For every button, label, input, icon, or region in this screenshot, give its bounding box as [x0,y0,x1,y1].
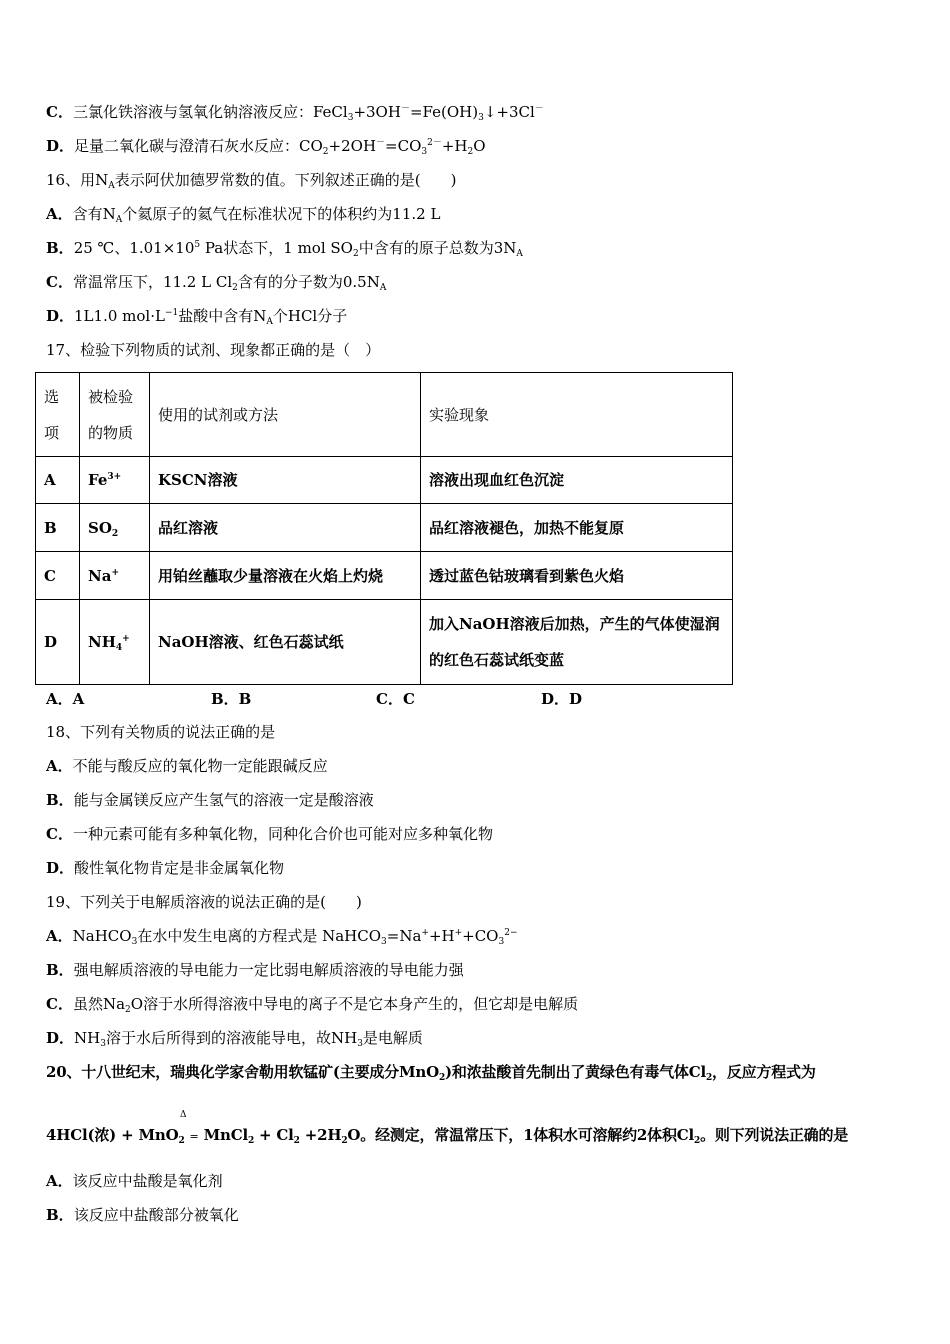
option-label: D． [46,307,75,325]
subscript: A [379,283,387,293]
header-text: 的物质 [88,423,134,442]
subscript: 3 [131,937,138,947]
heat-delta-symbol: Δ [180,1110,187,1120]
header-text: 项 [44,423,60,442]
superscript: － [376,138,386,148]
q18-stem: 18、下列有关物质的说法正确的是 [46,723,276,741]
option-label: A． [46,927,73,945]
row-option: C [36,552,80,600]
subscript: A [115,215,123,225]
option-text: 常温常压下，11.2 L Cl [72,273,233,291]
option-text: ↓+3Cl [483,103,535,121]
superscript: + [111,567,119,578]
subscript: 2 [232,283,238,293]
option-text: 在水中发生电离的方程式是 NaHCO [137,927,382,945]
equation-text: MnCl [203,1126,248,1144]
option-text: 三氯化铁溶液与氢氧化钠溶液反应：FeCl [72,103,348,121]
table-row [36,600,733,685]
header-text: 被检验 [88,387,134,406]
q18-option-b [46,790,374,810]
q20-equation [46,1125,848,1147]
q15-option-d [46,136,486,156]
option-text: O溶于水所得溶液中导电的离子不是它本身产生的，但它却是电解质 [130,995,579,1013]
stem-text: 20、十八世纪末，瑞典化学家舍勒用软锰矿(主要成分MnO [46,1063,439,1081]
q19-option-d [46,1028,423,1048]
option-text: 25 ℃、1.01×10 [73,239,195,257]
subscript: 2 [293,1136,300,1146]
q15-option-c [46,102,544,122]
stem-text: ，反应方程式为 [712,1063,816,1081]
option-text: 一种元素可能有多种氧化物，同种化合价也可能对应多种氧化物 [72,825,493,843]
subscript: A [266,317,273,327]
q17-option-a: A．A [46,690,85,708]
substance-text: Na [88,566,112,585]
q16-stem [46,170,456,190]
header-phenomenon: 实验现象 [421,373,733,457]
row-substance [80,552,150,600]
subscript: 2 [111,528,119,539]
table-row [36,457,733,504]
substance-text: SO [88,518,112,537]
option-text: 盐酸中含有N [178,307,267,325]
stem-text: )和浓盐酸首先制出了黄绿色有毒气体Cl [445,1063,706,1081]
option-label: D． [46,137,75,155]
row-reagent: NaOH溶液、红色石蕊试纸 [150,600,421,685]
option-text: 是电解质 [362,1029,423,1047]
option-text: 能与金属镁反应产生氢气的溶液一定是酸溶液 [73,791,374,809]
q20-option-b [46,1205,239,1225]
option-text: +3OH [353,103,401,121]
superscript: + [421,928,429,938]
subscript: 3 [100,1039,106,1049]
stem-text: 16、用N [46,171,109,189]
superscript: 5 [194,240,201,250]
subscript: 2 [341,1136,348,1146]
q17-table [35,372,733,685]
superscript: + [454,928,463,938]
q17-option-d: D．D [541,690,583,708]
row-result: 品红溶液褪色，加热不能复原 [421,504,733,552]
subscript: 3 [357,1039,363,1049]
option-label: C． [46,273,73,291]
row-substance [80,457,150,504]
substance-text: Fe [88,471,108,489]
option-text: 该反应中盐酸部分被氧化 [73,1206,239,1224]
option-label: C． [46,995,73,1013]
subscript: 2 [322,147,329,157]
option-text: NaHCO [72,927,132,945]
subscript: 2 [352,249,359,259]
option-text: 不能与酸反应的氧化物一定能跟碱反应 [72,757,328,775]
option-label: A． [46,1172,73,1190]
option-text: Pa状态下，1 mol SO [200,239,353,257]
option-text: 强电解质溶液的导电能力一定比弱电解质溶液的导电能力强 [73,961,464,979]
option-text: +H [441,137,468,155]
q19-stem: 19、下列关于电解质溶液的说法正确的是( ) [46,893,362,911]
q19-option-a [46,926,518,946]
subscript: 4 [115,643,123,653]
option-label: B． [46,1206,74,1224]
option-text: NH [74,1029,101,1047]
option-text: +CO [462,927,499,945]
q18-option-c [46,824,493,844]
equals-sign: = [189,1130,199,1143]
option-label: B． [46,239,74,257]
option-label: C． [46,825,73,843]
subscript: A [108,181,115,191]
row-result: 溶液出现血红色沉淀 [421,457,733,504]
option-text: 含有N [72,205,116,223]
option-text: 该反应中盐酸是氧化剂 [72,1172,223,1190]
option-text: =Fe(OH) [409,103,479,121]
table-header-row [36,373,733,457]
superscript: −1 [164,308,179,318]
superscript: － [534,104,544,114]
subscript: 2 [694,1136,701,1146]
subscript: 3 [498,937,505,947]
option-text: O [473,137,486,155]
option-label: D． [46,1029,75,1047]
row-result: 透过蓝色钴玻璃看到紫色火焰 [421,552,733,600]
row-reagent: 品红溶液 [150,504,421,552]
q17-option-b: B．B [211,690,252,708]
header-substance [80,373,150,457]
option-text: +2OH [328,137,377,155]
subscript: 2 [125,1005,131,1015]
q17-stem: 17、检验下列物质的试剂、现象都正确的是（ ） [46,341,381,359]
q20-stem [46,1062,816,1082]
equation-text: + Cl [254,1126,294,1144]
equation-text: O。经测定，常温常压下，1体积水可溶解约2体积Cl [347,1126,694,1144]
q19-option-c [46,994,578,1014]
q19-option-b [46,960,464,980]
stem-text: 表示阿伏加德罗常数的值。下列叙述正确的是( ) [114,171,457,189]
q16-option-b [46,238,523,258]
option-text: 含有的分子数为0.5N [237,273,380,291]
header-option [36,373,80,457]
option-label: C． [46,103,73,121]
row-substance [80,600,150,685]
option-text: 溶于水后所得到的溶液能导电，故NH [105,1029,358,1047]
option-label: D． [46,859,75,877]
equation-text: 。则下列说法正确的是 [700,1126,849,1144]
q16-option-d [46,306,347,326]
row-reagent: KSCN溶液 [150,457,421,504]
subscript: 2 [438,1073,446,1083]
equation-text: 4HCl(浓) + MnO [46,1126,179,1144]
subscript: 2 [467,147,474,157]
option-text: =Na [386,927,422,945]
option-text: 虽然Na [72,995,126,1013]
option-text: 足量二氧化碳与澄清石灰水反应：CO [74,137,323,155]
option-text: 个氦原子的氦气在标准状况下的体积约为11.2 L [122,205,441,223]
superscript: 2− [504,928,518,938]
row-result: 加入NaOH溶液后加热，产生的气体使湿润的红色石蕊试纸变蓝 [421,600,733,685]
q16-option-c [46,272,386,292]
q18-option-a [46,756,328,776]
row-option: D [36,600,80,685]
subscript: 3 [421,147,428,157]
subscript: 2 [178,1136,185,1146]
row-substance [80,504,150,552]
q17-options [46,688,746,708]
option-text: 个HCl分子 [272,307,348,325]
option-label: A． [46,757,73,775]
subscript: A [516,249,523,259]
header-text: 选 [44,387,60,406]
subscript: 2 [705,1073,713,1083]
subscript: 2 [247,1136,255,1146]
q17-option-c: C．C [376,690,415,708]
q16-option-a [46,204,440,224]
superscript: － [400,104,410,114]
table-row [36,552,733,600]
table-row [36,504,733,552]
header-reagent: 使用的试剂或方法 [150,373,421,457]
superscript: 3+ [107,472,122,482]
substance-text: NH [88,633,116,651]
equation-text: +2H [299,1126,342,1144]
q20-option-a [46,1171,223,1191]
row-option: A [36,457,80,504]
option-label: B． [46,791,74,809]
option-text: 1L1.0 mol·L [74,307,165,325]
superscript: 2－ [427,138,442,148]
row-reagent: 用铂丝蘸取少量溶液在火焰上灼烧 [150,552,421,600]
option-text: 酸性氧化物肯定是非金属氧化物 [74,859,285,877]
option-label: A． [46,205,73,223]
subscript: 3 [478,113,484,123]
subscript: 3 [347,113,354,123]
option-text: +H [428,927,455,945]
option-label: B． [46,961,74,979]
row-option: B [36,504,80,552]
subscript: 3 [381,937,387,947]
option-text: 中含有的原子总数为3N [358,239,517,257]
q18-option-d [46,858,284,878]
option-text: =CO [385,137,422,155]
superscript: + [122,634,130,644]
